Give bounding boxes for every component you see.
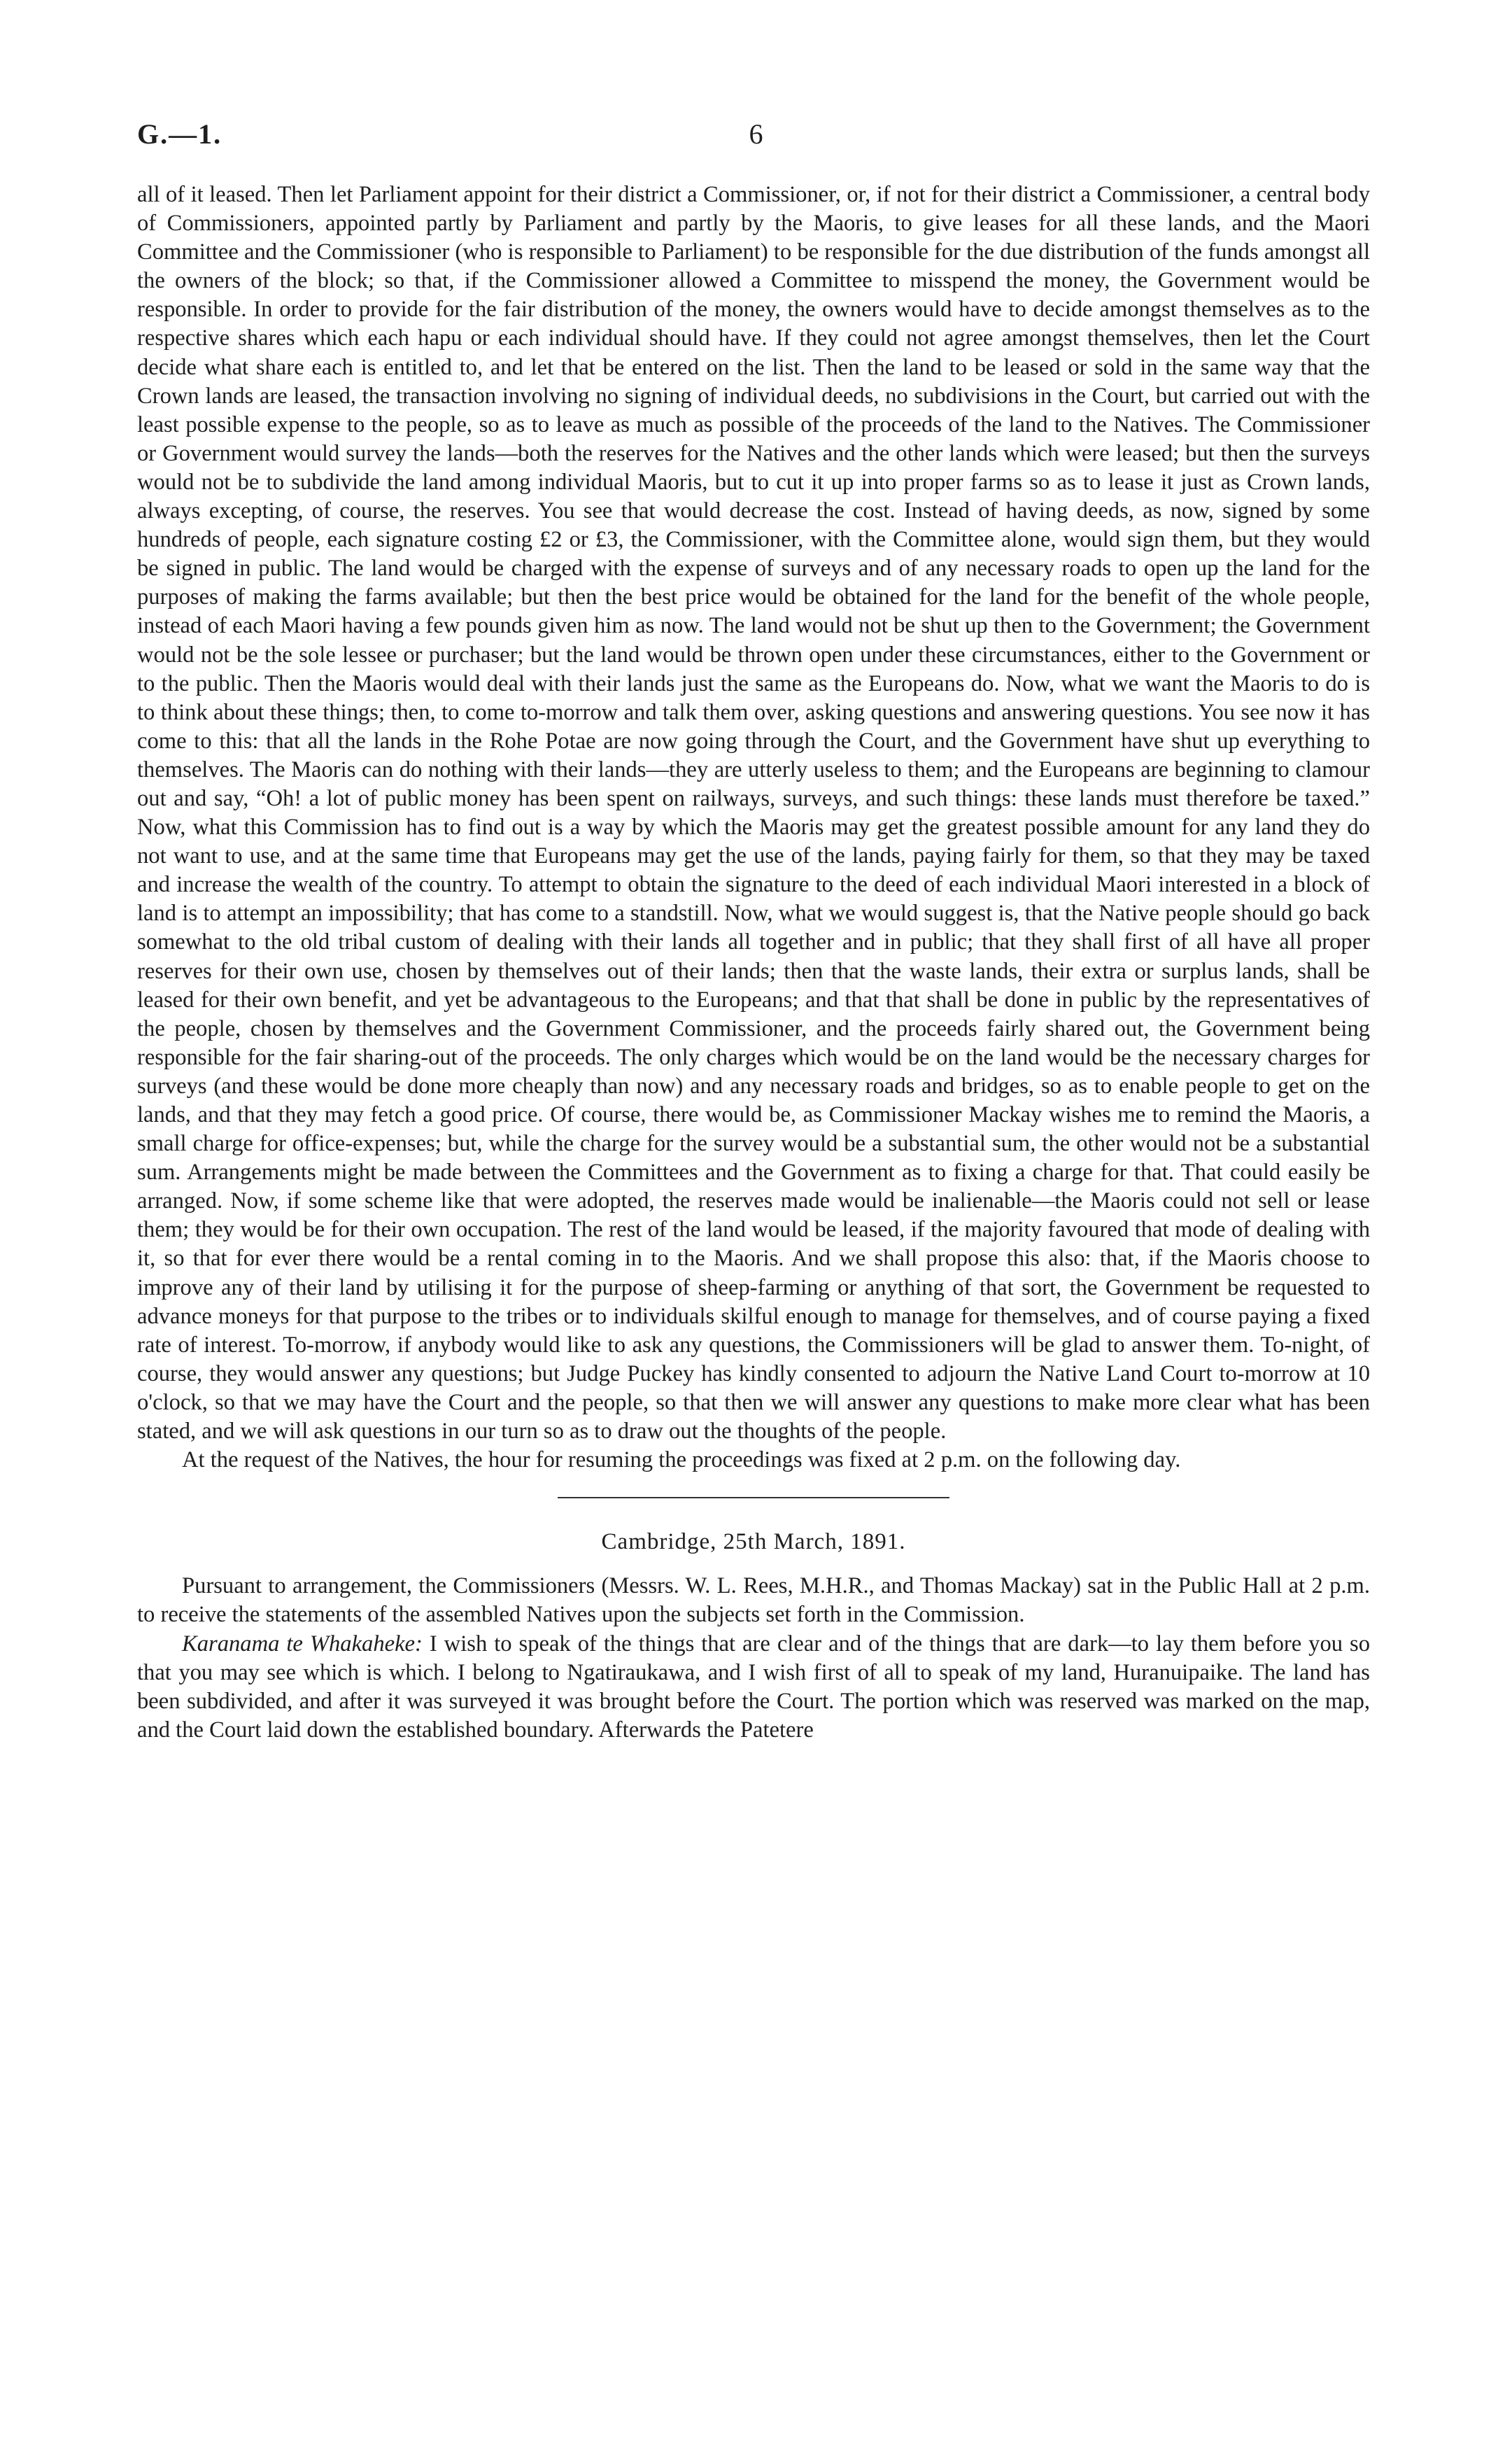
body-text — [137, 181, 1370, 1745]
page-header — [137, 118, 1375, 160]
document-reference: G.—1. — [137, 118, 222, 150]
speaker-statement: I wish to speak of the things that are clear and of the things that are dark—to lay them before you so that you may see which is which. I belong to Ngatiraukawa, and I wish first of all to speak of my land, Huranuipaike. The land has been subdivided, and after it was surveyed it was brought before the Court. The portion which was reserved was marked on the map, and the Court laid down the established boundary. Afterwards the Patetere — [137, 1631, 1370, 1743]
paragraph-adjournment: At the request of the Natives, the hour for resuming the proceedings was fixed at 2 p.m. on the following day. — [182, 1447, 1181, 1473]
section-divider — [558, 1497, 949, 1498]
paragraph-speaker-statement — [137, 1630, 1370, 1745]
page-number: 6 — [749, 118, 763, 150]
paragraph-commission-speech: all of it leased. Then let Parliament appoint for their district a Commissioner, or, if not for their district a Commissioner, a central body of Commissioners, appointed partly by Parliament and partly by the Maoris, to give leases for all these lands, and the Maori Committee and the Commissioner (who is responsible to Parliament) to be responsible for the due distribution of the funds amongst all the owners of the block; so that, if the Commissioner allowed a Committee to misspend the money, the Government would be responsible. In order to provide for the fair distribution of the money, the owners would have to decide amongst themselves as to the respective shares which each hapu or each individual should have. If they could not agree amongst themselves, then let the Court decide what share each is entitled to, and let that be entered on the list. Then the land to be leased or sold in the same way that the Crown lands are leased, the transaction involving no signing of individual deeds, no subdivisions in the Court, but carried out with the least possible expense to the people, so as to leave as much as possible of the proceeds of the land to the Natives. The Commissioner or Government would survey the lands—both the reserves for the Natives and the other lands which were leased; but then the surveys would not be to subdivide the land among individual Maoris, but to cut it up into proper farms so as to lease it just as Crown lands, always excepting, of course, the reserves. You see that would decrease the cost. Instead of having deeds, as now, signed by some hundreds of people, each signature costing £2 or £3, the Commissioner, with the Committee alone, would sign them, but they would be signed in public. The land would be charged with the expense of surveys and of any necessary roads to open up the land for the purposes of making the farms available; but then the best price would be obtained for the land for the benefit of the whole people, instead of each Maori having a few pounds given him as now. The land would not be shut up then to the Government; the Government would not be the sole lessee or purchaser; but the land would be thrown open under these circumstances, either to the Government or to the public. Then the Maoris would deal with their lands just the same as the Europeans do. Now, what we want the Maoris to do is to think about these things; then, to come to-morrow and talk them over, asking questions and answering questions. You see now it has come to this: that all the lands in the Rohe Potae are now going through the Court, and the Government have shut up everything to themselves. The Maoris can do nothing with their lands—they are utterly useless to them; and the Europeans are beginning to clamour out and say, “Oh! a lot of public money has been spent on railways, surveys, and such things: these lands must therefore be taxed.” Now, what this Commission has to find out is a way by which the Maoris may get the greatest possible amount for any land they do not want to use, and at the same time that Europeans may get the use of the lands, paying fairly for them, so that they may be taxed and increase the wealth of the country. To attempt to obtain the signature to the deed of each individual Maori interested in a block of land is to attempt an impossibility; that has come to a standstill. Now, what we would suggest is, that the Native people should go back somewhat to the old tribal custom of dealing with their lands all together and in public; that they shall first of all have all proper reserves for their own use, chosen by themselves out of their lands; then that the waste lands, their extra or surplus lands, shall be leased for their own benefit, and yet be advantageous to the Europeans; and that that shall be done in public by the representatives of the people, chosen by themselves and the Government Commissioner, and the proceeds fairly shared out, the Government being responsible for the fair sharing-out of the proceeds. The only charges which would be on the land would be the necessary charges for surveys (and these would be done more cheaply than now) and any necessary roads and bridges, so as to enable people to get on the lands, and that they may fetch a good price. Of course, there would be, as Commissioner Mackay wishes me to remind the Maoris, a small charge for office-expenses; but, while the charge for the survey would be a substantial sum, the other would not be a substantial sum. Arrangements might be made between the Committees and the Government as to fixing a charge for that. That could easily be arranged. Now, if some scheme like that were adopted, the reserves made would be inalienable—the Maoris could not sell or lease them; they would be for their own occupation. The rest of the land would be leased, if the majority favoured that mode of dealing with it, so that for ever there would be a rental coming in to the Maoris. And we shall propose this also: that, if the Maoris choose to improve any of their land by utilising it for the purpose of sheep-farming or anything of that sort, the Government be requested to advance moneys for that purpose to the tribes or to individuals skilful enough to manage for themselves, and of course paying a fixed rate of interest. To-morrow, if anybody would like to ask any questions, the Commissioners will be glad to answer them. To-night, of course, they would answer any questions; but Judge Puckey has kindly consented to adjourn the Native Land Court to-morrow at 10 o'clock, so that we may have the Court and the people, so that then we will answer any questions to make more clear what has been stated, and we will ask questions in our turn so as to draw out the thoughts of the people. — [137, 182, 1370, 1444]
section-dateline: Cambridge, 25th March, 1891. — [601, 1529, 906, 1555]
speaker-name: Karanama te Whakaheke: — [182, 1631, 423, 1656]
paragraph-proceedings-intro: Pursuant to arrangement, the Commissioners (Messrs. W. L. Rees, M.H.R., and Thomas Mackay) sat in the Public Hall at 2 p.m. to receive the statements of the assembled Natives upon the subjects set forth in the Commission. — [137, 1573, 1370, 1628]
